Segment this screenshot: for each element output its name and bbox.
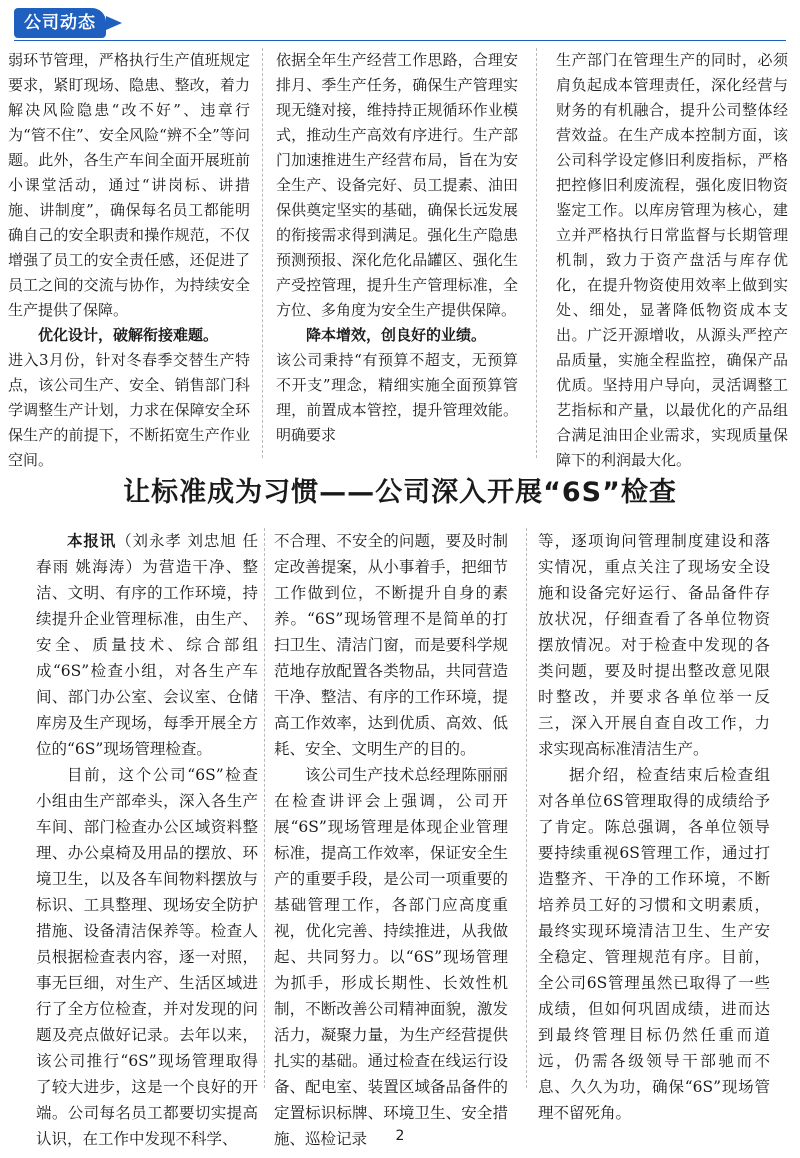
column-divider <box>264 528 265 1088</box>
paragraph: 该公司秉持“有预算不超支，无预算不开支”理念，精细实施全面预算管理，前置成本管控，提升管理效能。明确要求 <box>276 351 518 444</box>
paragraph: 进入3月份，针对冬春季交替生产特点，该公司生产、安全、销售部门科学调整生产计划，力求在保障安全环保生产的前提下，不断拓宽生产作业空间。 <box>8 351 250 469</box>
top-article-column-3 <box>556 48 788 469</box>
paragraph <box>36 528 258 762</box>
bottom-article-column-2 <box>274 528 508 1148</box>
bottom-article-column-3 <box>538 528 770 1122</box>
subheading: 优化设计，破解衔接难题。 <box>38 326 219 344</box>
paragraph: 目前，这个公司“6S”检查小组由生产部牵头，深入各生产车间、部门检查办公区域资料整理、办公桌椅及用品的摆放、环境卫生，以及各车间物料摆放与标识、工具整理、现场安全防护措施、设备清洁保养等。检查人员根据检查表内容，逐一对照，事无巨细，对生产、生活区域进行了全方位检查，并对发现的问题及亮点做好记录。去年以来，该公司推行“6S”现场管理取得了较大进步，这是一个良好的开端。公司每名员工都要切实提高认识，在工作中发现不科学、 <box>36 766 258 1148</box>
column-divider <box>262 48 263 458</box>
header-rule <box>14 40 786 41</box>
column-divider <box>536 48 537 458</box>
paragraph: 生产部门在管理生产的同时，必须肩负起成本管理责任，深化经营与财务的有机融合，提升公司整体经营效益。在生产成本控制方面，该公司科学设定修旧利废指标，严格把控修旧利废流程，强化废旧物资鉴定工作。以库房管理为核心，建立并严格执行日常监督与长期管理机制，致力于资产盘活与库存优化，在提升物资使用效率上做到实处、细处，显著降低物资成本支出。广泛开源增收，从源头严控产品质量，实施全程监控，确保产品优质。坚持用户导向，灵活调整工艺指标和产量，以最优化的产品组合满足油田企业需求，实现质量保障下的利润最大化。 <box>556 51 788 469</box>
paragraph: 不合理、不安全的问题，要及时制定改善提案，从小事着手，把细节工作做到位，不断提升自身的素养。“6S”现场管理不是简单的打扫卫生、清洁门窗，而是要科学规范地存放配置各类物品，共同营造干净、整洁、有序的工作环境，提高工作效率，达到优质、高效、低耗、安全、文明生产的目的。 <box>274 532 508 758</box>
page-number: 2 <box>395 1128 405 1144</box>
bottom-article-column-1 <box>36 528 258 1148</box>
byline: 本报讯 <box>67 531 117 550</box>
subheading: 降本增效，创良好的业绩。 <box>306 326 487 344</box>
paragraph: 据介绍，检查结束后检查组对各单位6S管理取得的成绩给予了肯定。陈总强调，各单位领导要持续重视6S管理工作，通过打造整齐、干净的工作环境，不断培养员工好的习惯和文明素质，最终实现环境清洁卫生、生产安全稳定、管理规范有序。目前，全公司6S管理虽然已取得了一些成绩，但如何巩固成绩，进而达到最终管理目标仍然任重而道远，仍需各级领导干部驰而不息、久久为功，确保“6S”现场管理不留死角。 <box>538 766 770 1122</box>
article-title: 让标准成为习惯——公司深入开展“6S”检查 <box>123 477 677 508</box>
paragraph: 依据全年生产经营工作思路，合理安排月、季生产任务，确保生产管理实现无缝对接，维持持正规循环作业模式，推动生产高效有序进行。生产部门加速推进生产经营布局，旨在为安全生产、设备完好、员工提素、油田保供奠定坚实的基础，确保长远发展的衔接需求得到满足。强化生产隐患预测预报、深化危化品罐区、强化生产受控管理，提升生产管理标准，全方位、多角度为安全生产提供保障。 <box>276 51 518 319</box>
paragraph: 等，逐项询问管理制度建设和落实情况，重点关注了现场安全设施和设备完好运行、备品备件存放状况，仔细查看了各单位物资摆放情况。对于检查中发现的各类问题，要及时提出整改意见限时整改，并要求各单位举一反三，深入开展自查自改工作，力求实现高标准清洁生产。 <box>538 532 770 758</box>
paragraph-text: （刘永孝 刘忠旭 任春雨 姚海涛）为营造干净、整洁、文明、有序的工作环境，持续提升企业管理标准，由生产、安全、质量技术、综合部组成“6S”检查小组，对各生产车间、部门办公室、会议室、仓储库房及生产现场，每季开展全方位的“6S”现场管理检查。 <box>36 532 258 758</box>
section-tag: 公司动态 <box>14 8 106 38</box>
top-article-column-1 <box>8 48 250 469</box>
paragraph: 该公司生产技术总经理陈丽丽在检查讲评会上强调，公司开展“6S”现场管理是体现企业管理标准，提高工作效率，保证安全生产的重要手段，是公司一项重要的基础管理工作，各部门应高度重视，优化完善、持续推进，从我做起、共同努力。以“6S”现场管理为抓手，形成长期性、长效性机制，不断改善公司精神面貌，激发活力，凝聚力量，为生产经营提供扎实的基础。通过检查在线运行设备、配电室、装置区域备品备件的定置标识标牌、环境卫生、安全措施、巡检记录 <box>274 766 508 1148</box>
column-divider <box>526 528 527 1088</box>
top-article-column-2 <box>276 48 518 460</box>
paragraph: 弱环节管理，严格执行生产值班规定要求，紧盯现场、隐患、整改，着力解决风险隐患“改不好”、违章行为“管不住”、安全风险“辨不全”等问题。此外，各生产车间全面开展班前小课堂活动，通过“讲岗标、讲措施、讲制度”，确保每名员工都能明确自己的安全职责和操作规范，不仅增强了员工的安全责任感，还促进了员工之间的交流与协作，为持续安全生产提供了保障。 <box>8 51 250 319</box>
